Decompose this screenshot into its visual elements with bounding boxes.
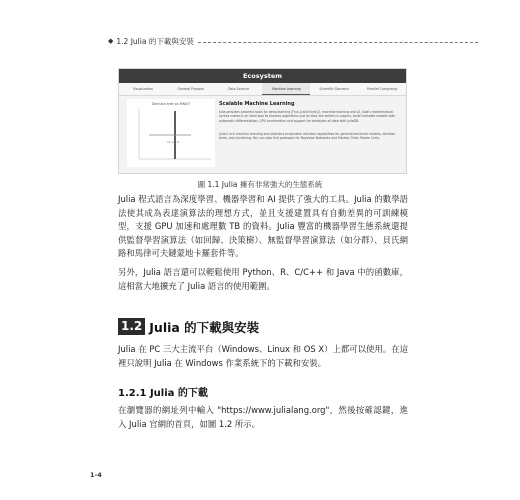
ecosystem-title: Ecosystem xyxy=(119,69,406,83)
paragraph-ml-tools: Julia 程式語言為深度學習、機器學習和 AI 提供了強大的工具。Julia 的數學語法使其成為表達演算法的理想方式，並且支援建置具有自動差異的可訓練模型，支援 GPU 加速和處理數 TB 的資料。Julia 豐富的機器學習生態系統還提供監督學習演算法（如回歸、決策樹）、無監督學習演算法（如分群）、貝氏網路和馬律可夫鏈蒙地卡羅套件等。 xyxy=(118,194,408,259)
header-dashed-rule xyxy=(198,42,478,43)
section-title: Julia 的下載與安裝 xyxy=(149,319,260,335)
plot-title: Decision tree on MNIST xyxy=(151,102,191,106)
section-heading xyxy=(118,318,259,335)
decision-tree-plot-graphic xyxy=(127,99,215,167)
ecosystem-tabs xyxy=(119,83,406,96)
ml-heading: Scalable Machine Learning xyxy=(219,101,295,107)
running-header-text: 1.2 Julia 的下載與安裝 xyxy=(116,36,194,46)
page-number: 1-4 xyxy=(90,471,102,479)
tab-machine-learning[interactable]: Machine Learning xyxy=(262,83,310,95)
ecosystem-figure xyxy=(118,68,407,174)
tab-general-purpose[interactable]: General Purpose xyxy=(177,87,204,91)
figure-caption: 圖 1.1 Julia 擁有非常強大的生態系統 xyxy=(197,180,323,189)
tab-visualization[interactable]: Visualization xyxy=(132,87,153,91)
paragraph-interop: 另外，Julia 語言還可以輕鬆使用 Python、R、C/C++ 和 Java 中的函數庫，這相當大地擴充了 Julia 語言的使用範圍。 xyxy=(118,267,408,291)
running-header xyxy=(108,34,478,48)
ml-description: Julia provides powerful tools for deep learning (Flux.jl and Knet.jl), machine learning and AI. Julia's mathematical syntax makes it an ideal way to express algorithms just as they are written in papers, build trainable models with automatic differentiation, GPU acceleration and support for terabytes of data with JuliaDB. xyxy=(219,110,396,123)
split-annotation: x1 ≤ 0.5 xyxy=(167,140,180,144)
decision-tree-plot xyxy=(127,99,215,167)
section-number: 1.2 xyxy=(118,318,145,335)
subsection-heading: 1.2.1 Julia 的下載 xyxy=(118,388,208,399)
tab-parallel-computing[interactable]: Parallel Computing xyxy=(366,87,398,91)
tab-data-science[interactable]: Data Science xyxy=(228,87,250,91)
ml-ecosystem-description: Julia's rich machine learning and statistics ecosystem includes capabilities for generalized linear models, decision trees, and clustering. You can also find packages for Bayesian Networks and Markov Chain Monte Carlo. xyxy=(219,132,396,141)
tab-scientific-domains[interactable]: Scientific Domains xyxy=(319,87,350,91)
paragraph-download-instructions: 在瀏覽器的網址列中輸入 "https://www.julialang.org"，然後按確認鍵，進入 Julia 官網的首頁，如圖 1.2 所示。 xyxy=(118,405,408,429)
paragraph-platforms: Julia 在 PC 三大主流平台（Windows、Linux 和 OS X）上都可以使用。在這裡只說明 Julia 在 Windows 作業系統下的下載和安裝。 xyxy=(118,344,408,368)
diamond-icon: ◆ xyxy=(108,37,114,45)
